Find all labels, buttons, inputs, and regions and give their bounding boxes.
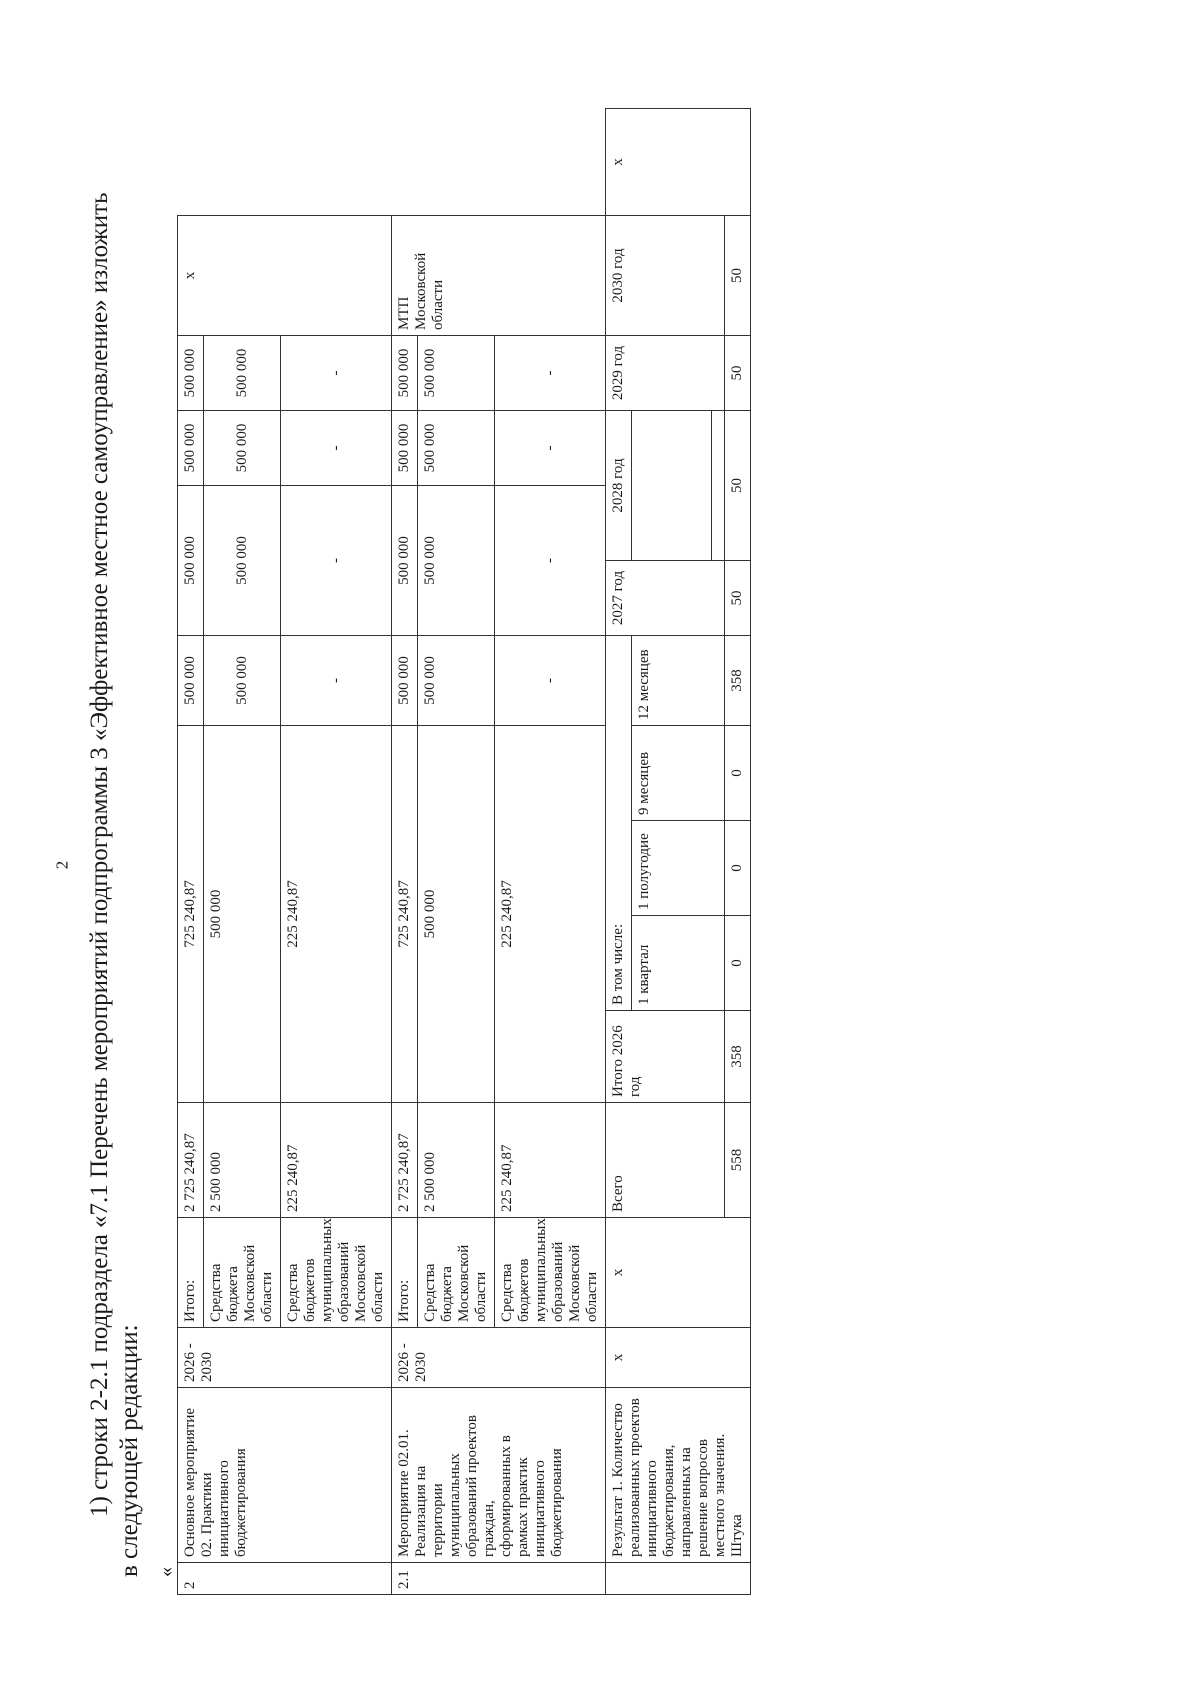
- responsible: х: [178, 216, 392, 336]
- year-2029-cell: 500 000: [204, 411, 281, 486]
- period: 2026 - 2030: [392, 1328, 606, 1388]
- year-2027-cell: 500 000: [204, 636, 281, 726]
- year-2028-cell: 500 000: [392, 486, 418, 636]
- quarter-2-label: 1 полугодие: [632, 821, 725, 916]
- year-2028-cell: 500 000: [178, 486, 204, 636]
- result-period: х: [606, 1328, 751, 1388]
- year-2030-cell: 500 000: [418, 336, 495, 411]
- year-2028-cell: 500 000: [204, 486, 281, 636]
- result-total-label: Всего: [606, 1103, 725, 1218]
- result-incl-label: В том числе:: [606, 636, 632, 1011]
- measure-name: Основное мероприятие 02. Практики инициативного бюджетирования: [178, 1388, 392, 1563]
- year-2030-cell: 500 000: [392, 336, 418, 411]
- total-cell: 2 500 000: [204, 1103, 281, 1218]
- year-2026-cell: 725 240,87: [178, 726, 204, 1103]
- quarter-3-value: 0: [725, 726, 751, 821]
- total-cell: 225 240,87: [281, 1103, 392, 1218]
- year-2028-cell: -: [495, 486, 606, 636]
- result-year-2028-spacer: [632, 411, 712, 561]
- result-responsible: х: [606, 109, 751, 216]
- result-year-2028: 2028 год: [606, 411, 632, 561]
- measure-name: Мероприятие 02.01. Реализация на территории муниципальных образований проектов граждан, сформированных в рамках практик инициативного бюджетирования: [392, 1388, 606, 1563]
- source-label: Итого:: [392, 1218, 418, 1328]
- source-label: Средства бюджетов муниципальных образований Московской области: [495, 1218, 606, 1328]
- year-2029-cell: -: [495, 411, 606, 486]
- year-2027-cell: 500 000: [178, 636, 204, 726]
- result-name: Результат 1. Количество реализованных проектов инициативного бюджетирования, направленных на решение вопросов местного значения. Штука: [606, 1388, 751, 1563]
- year-2029-cell: 500 000: [392, 411, 418, 486]
- year-2026-cell: 225 240,87: [281, 726, 392, 1103]
- table-row: [392, 109, 418, 1595]
- result-year-2030: 2030 год: [606, 216, 725, 336]
- open-quote: «: [155, 1567, 177, 1577]
- year-2029-cell: -: [281, 411, 392, 486]
- year-2026-cell: 225 240,87: [495, 726, 606, 1103]
- result-itogo-label: Итого 2026 год: [606, 1011, 725, 1103]
- result-2027-value: 50: [725, 561, 751, 636]
- quarter-4-label: 12 месяцев: [632, 636, 725, 726]
- year-2028-cell: -: [281, 486, 392, 636]
- result-source: х: [606, 1218, 751, 1328]
- year-2027-cell: -: [281, 636, 392, 726]
- source-label: Итого:: [178, 1218, 204, 1328]
- result-year-2027: 2027 год: [606, 561, 725, 636]
- total-cell: 2 500 000: [418, 1103, 495, 1218]
- quarter-1-label: 1 квартал: [632, 916, 725, 1011]
- row-number: 2.1: [392, 1563, 606, 1595]
- total-cell: 2 725 240,87: [392, 1103, 418, 1218]
- heading-line-2: в следующей редакции:: [116, 1324, 143, 1577]
- year-2028-cell: 500 000: [418, 486, 495, 636]
- heading-line-1: 1) строки 2-2.1 подраздела «7.1 Перечень мероприятий подпрограммы 3 «Эффективное местное самоуправление» изложить: [86, 192, 113, 1517]
- responsible: МТП Московской области: [392, 216, 606, 336]
- table-row: [606, 109, 632, 1595]
- total-cell: 225 240,87: [495, 1103, 606, 1218]
- result-2028-value: 50: [725, 411, 751, 561]
- year-2030-cell: -: [495, 336, 606, 411]
- result-year-2029: 2029 год: [606, 336, 725, 411]
- year-2027-cell: 500 000: [392, 636, 418, 726]
- page-number: 2: [52, 860, 72, 870]
- year-2030-cell: -: [281, 336, 392, 411]
- quarter-1-value: 0: [725, 916, 751, 1011]
- quarter-4-value: 358: [725, 636, 751, 726]
- year-2030-cell: 500 000: [178, 336, 204, 411]
- year-2027-cell: -: [495, 636, 606, 726]
- quarter-3-label: 9 месяцев: [632, 726, 725, 821]
- year-2026-cell: 500 000: [204, 726, 281, 1103]
- year-2029-cell: 500 000: [418, 411, 495, 486]
- result-total-value: 558: [725, 1103, 751, 1218]
- heading: [85, 77, 145, 1577]
- quarter-2-value: 0: [725, 821, 751, 916]
- source-label: Средства бюджетов муниципальных образований Московской области: [281, 1218, 392, 1328]
- row-number: [606, 1563, 751, 1595]
- year-2027-cell: 500 000: [418, 636, 495, 726]
- year-2029-cell: 500 000: [178, 411, 204, 486]
- source-label: Средства бюджета Московской области: [418, 1218, 495, 1328]
- result-2029-value: 50: [725, 336, 751, 411]
- year-2026-cell: 725 240,87: [392, 726, 418, 1103]
- table-row: [178, 109, 204, 1595]
- year-2026-cell: 500 000: [418, 726, 495, 1103]
- period: 2026 - 2030: [178, 1328, 392, 1388]
- result-year-2028-spacer-2: [712, 411, 725, 561]
- total-cell: 2 725 240,87: [178, 1103, 204, 1218]
- result-2030-value: 50: [725, 216, 751, 336]
- measures-table: [177, 108, 751, 1595]
- row-number: 2: [178, 1563, 392, 1595]
- result-itogo-value: 358: [725, 1011, 751, 1103]
- year-2030-cell: 500 000: [204, 336, 281, 411]
- source-label: Средства бюджета Московской области: [204, 1218, 281, 1328]
